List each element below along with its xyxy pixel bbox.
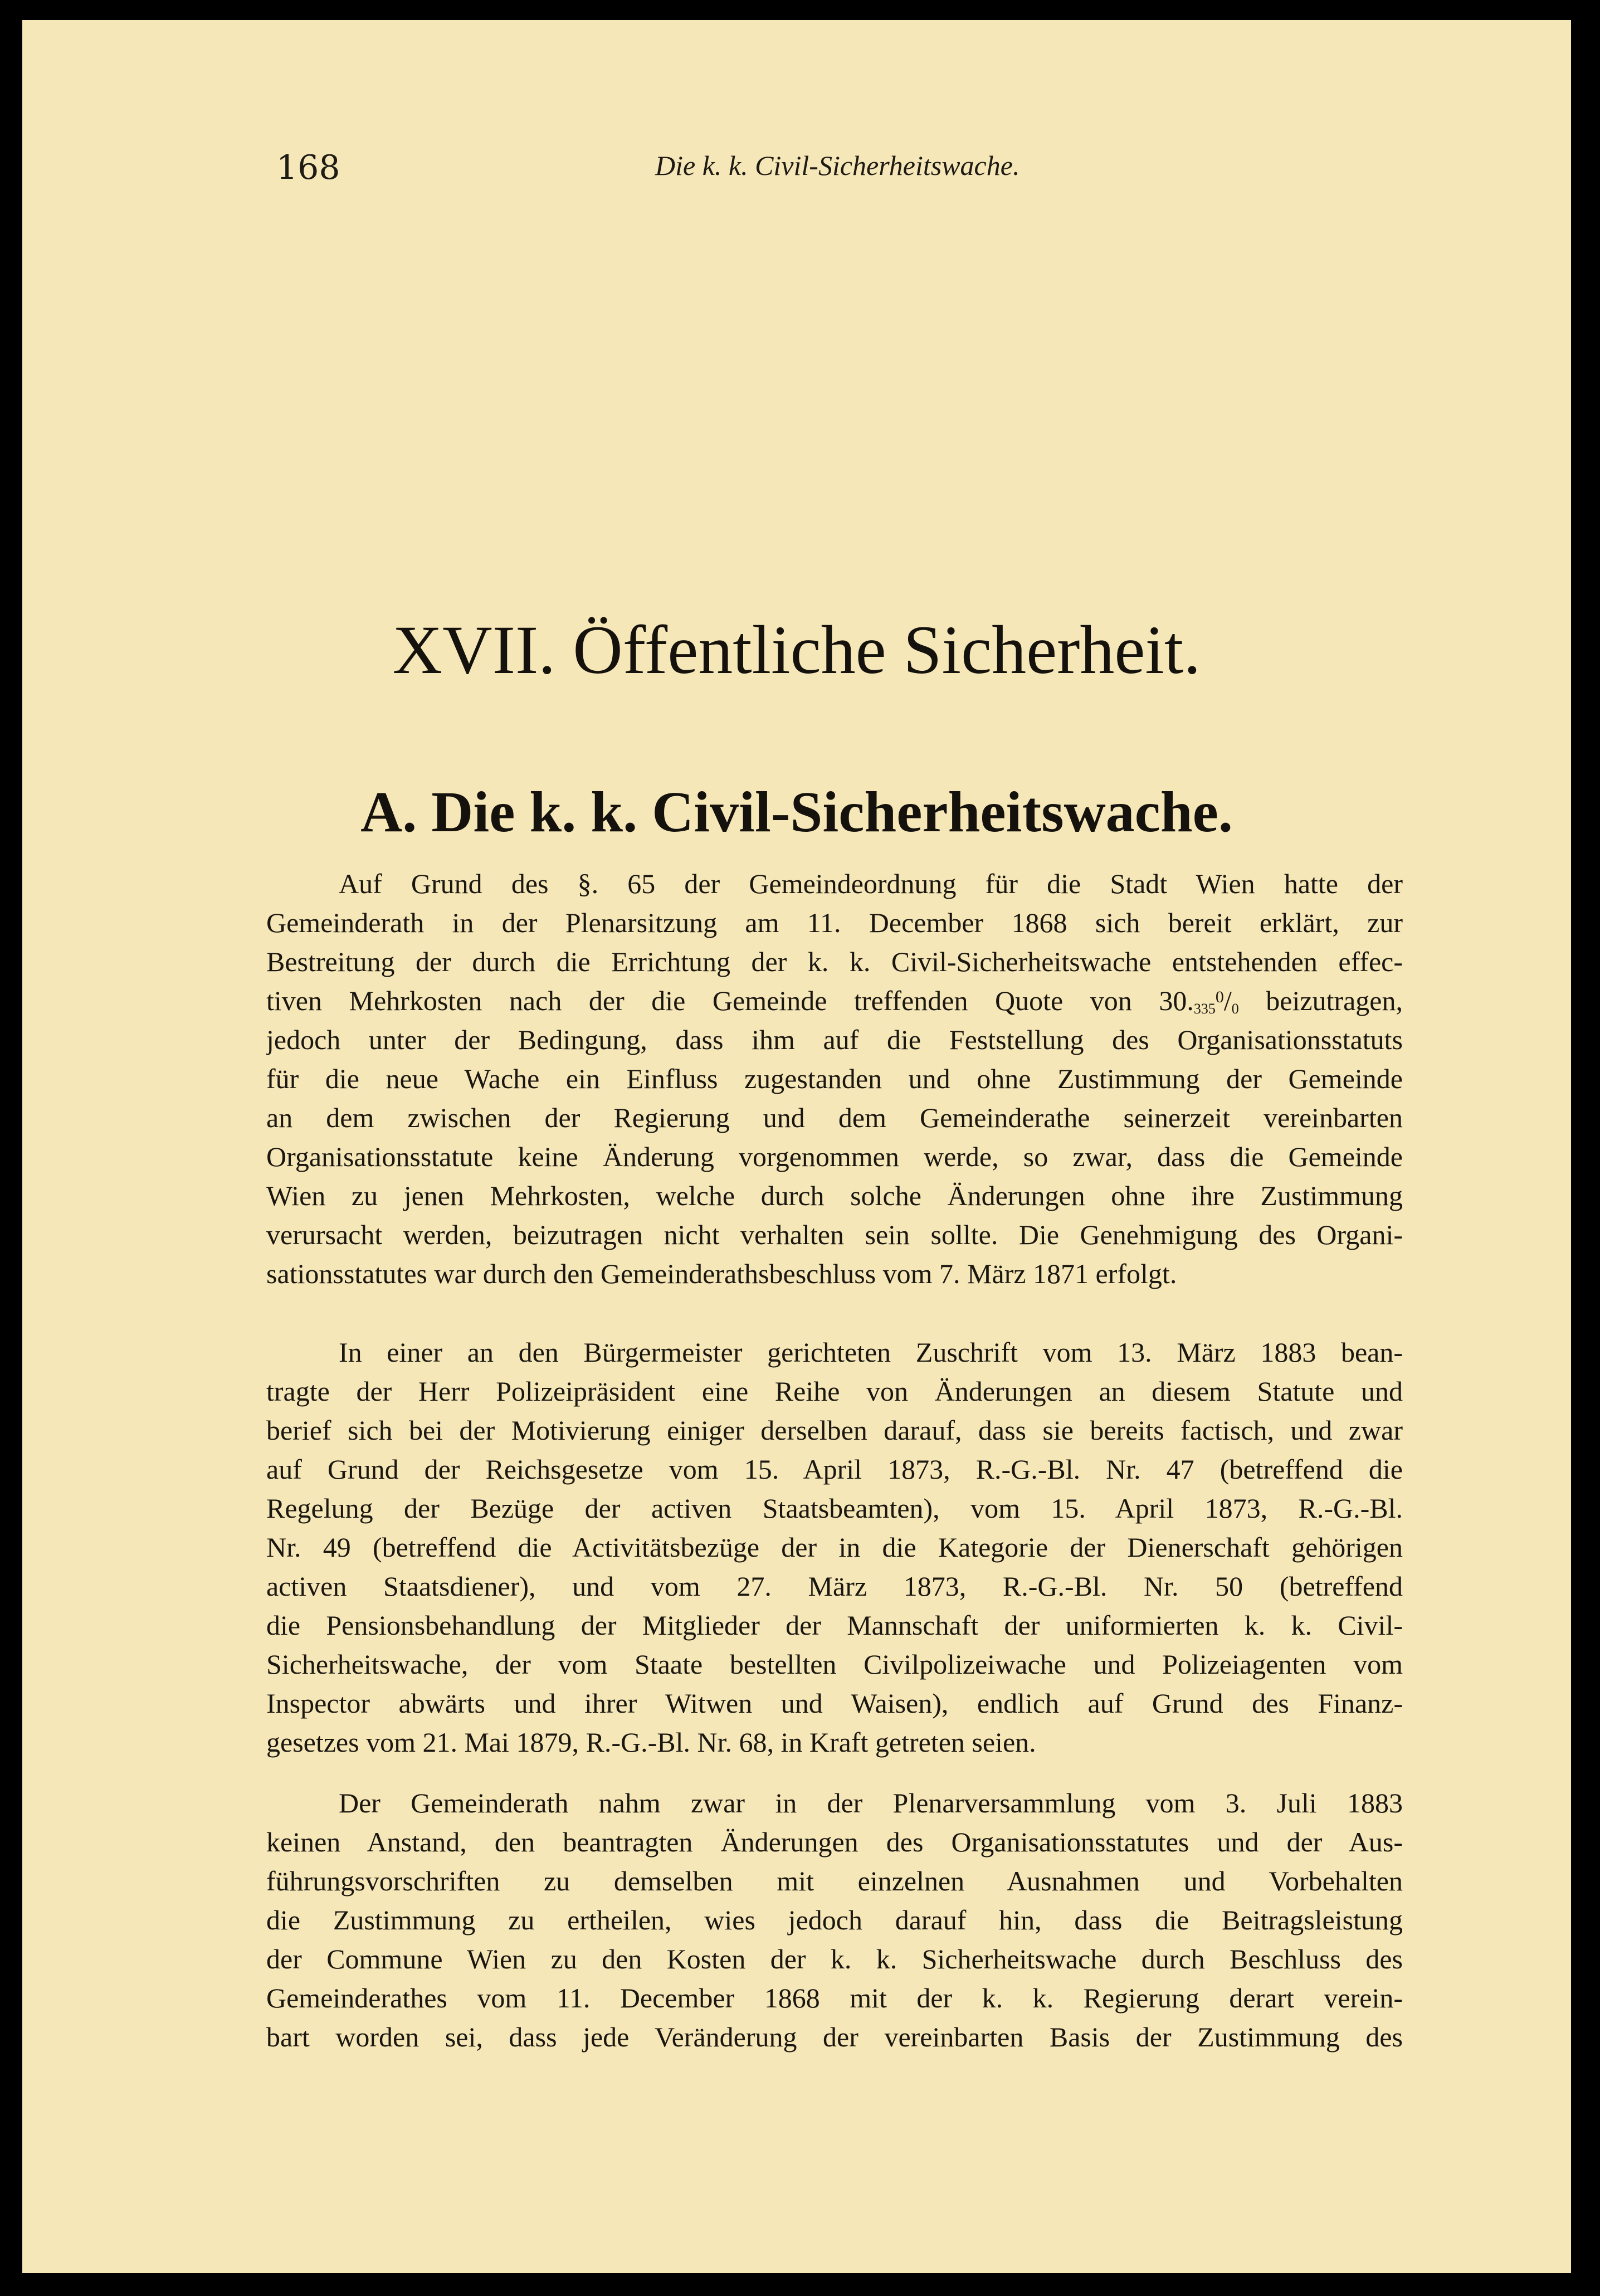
text-line: keinen Anstand, den beantragten Änderungen des Organisationsstatutes und der Aus- — [266, 1826, 1403, 1858]
text-line: tragte der Herr Polizeipräsident eine Reihe von Änderungen an diesem Statute und — [266, 1376, 1403, 1407]
text-line: auf Grund der Reichsgesetze vom 15. April 1873, R.-G.-Bl. Nr. 47 (betreffend die — [266, 1454, 1403, 1485]
paragraph-1 — [266, 864, 1403, 1293]
paragraph-3 — [266, 1783, 1403, 2056]
text-line: für die neue Wache ein Einfluss zugestanden und ohne Zustimmung der Gemeinde — [266, 1063, 1403, 1094]
running-head: Die k. k. Civil-Sicherheitswache. — [655, 150, 1020, 181]
text-line: Regelung der Bezüge der activen Staatsbeamten), vom 15. April 1873, R.-G.-Bl. — [266, 1493, 1403, 1524]
text-line: Wien zu jenen Mehrkosten, welche durch solche Änderungen ohne ihre Zustimmung — [266, 1180, 1403, 1211]
text-line: verursacht werden, beizutragen nicht verhalten sein sollte. Die Genehmigung des Organi- — [266, 1219, 1403, 1250]
chapter-title: XVII. Öffentliche Sicherheit. — [392, 612, 1201, 688]
text-line: Sicherheitswache, der vom Staate bestellten Civilpolizeiwache und Polizeiagenten vom — [266, 1649, 1403, 1680]
percent-subscript: 0 — [1231, 1001, 1239, 1017]
text-line: In einer an den Bürgermeister gerichteten Zuschrift vom 13. März 1883 bean- — [339, 1337, 1403, 1368]
text-line: Der Gemeinderath nahm zwar in der Plenarversammlung vom 3. Juli 1883 — [339, 1787, 1403, 1819]
text-line: activen Staatsdiener), und vom 27. März 1873, R.-G.-Bl. Nr. 50 (betreffend — [266, 1571, 1403, 1602]
section-title: A. Die k. k. Civil-Sicherheitswache. — [360, 780, 1233, 844]
quota-subscript: 335 — [1193, 1001, 1216, 1017]
text-line: Gemeinderath in der Plenarsitzung am 11. December 1868 sich bereit erklärt, zur — [266, 907, 1403, 938]
page-number: 168 — [276, 148, 340, 187]
text-line: die Pensionsbehandlung der Mitglieder der Mannschaft der uniformierten k. k. Civil- — [266, 1610, 1403, 1641]
text-line: Inspector abwärts und ihrer Witwen und Waisen), endlich auf Grund des Finanz- — [266, 1688, 1403, 1719]
document-page — [22, 20, 1571, 2273]
text-line: gesetzes vom 21. Mai 1879, R.-G.-Bl. Nr. 68, in Kraft getreten seien. — [266, 1727, 1036, 1758]
percent-superscript: 0 — [1215, 988, 1224, 1006]
text-line: Auf Grund des §. 65 der Gemeindeordnung für die Stadt Wien hatte der — [339, 868, 1403, 899]
quota-text-before: tiven Mehrkosten nach der die Gemeinde treffenden Quote von 30. — [266, 985, 1194, 1016]
text-line: Bestreitung der durch die Errichtung der k. k. Civil-Sicherheitswache entstehenden effec- — [266, 946, 1403, 977]
text-line: Gemeinderathes vom 11. December 1868 mit der k. k. Regierung derart verein- — [266, 1982, 1403, 2014]
quota-text-after: beizutragen, — [1238, 985, 1403, 1016]
paragraph-2 — [266, 1333, 1403, 1762]
text-line: Nr. 49 (betreffend die Activitätsbezüge der in die Kategorie der Dienerschaft gehörigen — [266, 1532, 1403, 1563]
text-line: führungsvorschriften zu demselben mit einzelnen Ausnahmen und Vorbehalten — [266, 1865, 1403, 1897]
text-line: sationsstatutes war durch den Gemeinderathsbeschluss vom 7. März 1871 erfolgt. — [266, 1258, 1177, 1289]
text-line: jedoch unter der Bedingung, dass ihm auf die Feststellung des Organisationsstatuts — [266, 1024, 1403, 1055]
page-header — [276, 148, 1056, 193]
text-line: Organisationsstatute keine Änderung vorgenommen werde, so zwar, dass die Gemeinde — [266, 1141, 1403, 1172]
text-line: an dem zwischen der Regierung und dem Gemeinderathe seinerzeit vereinbarten — [266, 1102, 1403, 1133]
text-line: bart worden sei, dass jede Veränderung der vereinbarten Basis der Zustimmung des — [266, 2021, 1403, 2053]
text-line: die Zustimmung zu ertheilen, wies jedoch darauf hin, dass die Beitragsleistung — [266, 1904, 1403, 1936]
text-line-quota — [266, 981, 1403, 1020]
percent-slash: / — [1223, 985, 1232, 1016]
text-line: der Commune Wien zu den Kosten der k. k. Sicherheitswache durch Beschluss des — [266, 1943, 1403, 1975]
text-line: berief sich bei der Motivierung einiger derselben darauf, dass sie bereits factisch, und zwar — [266, 1415, 1403, 1446]
